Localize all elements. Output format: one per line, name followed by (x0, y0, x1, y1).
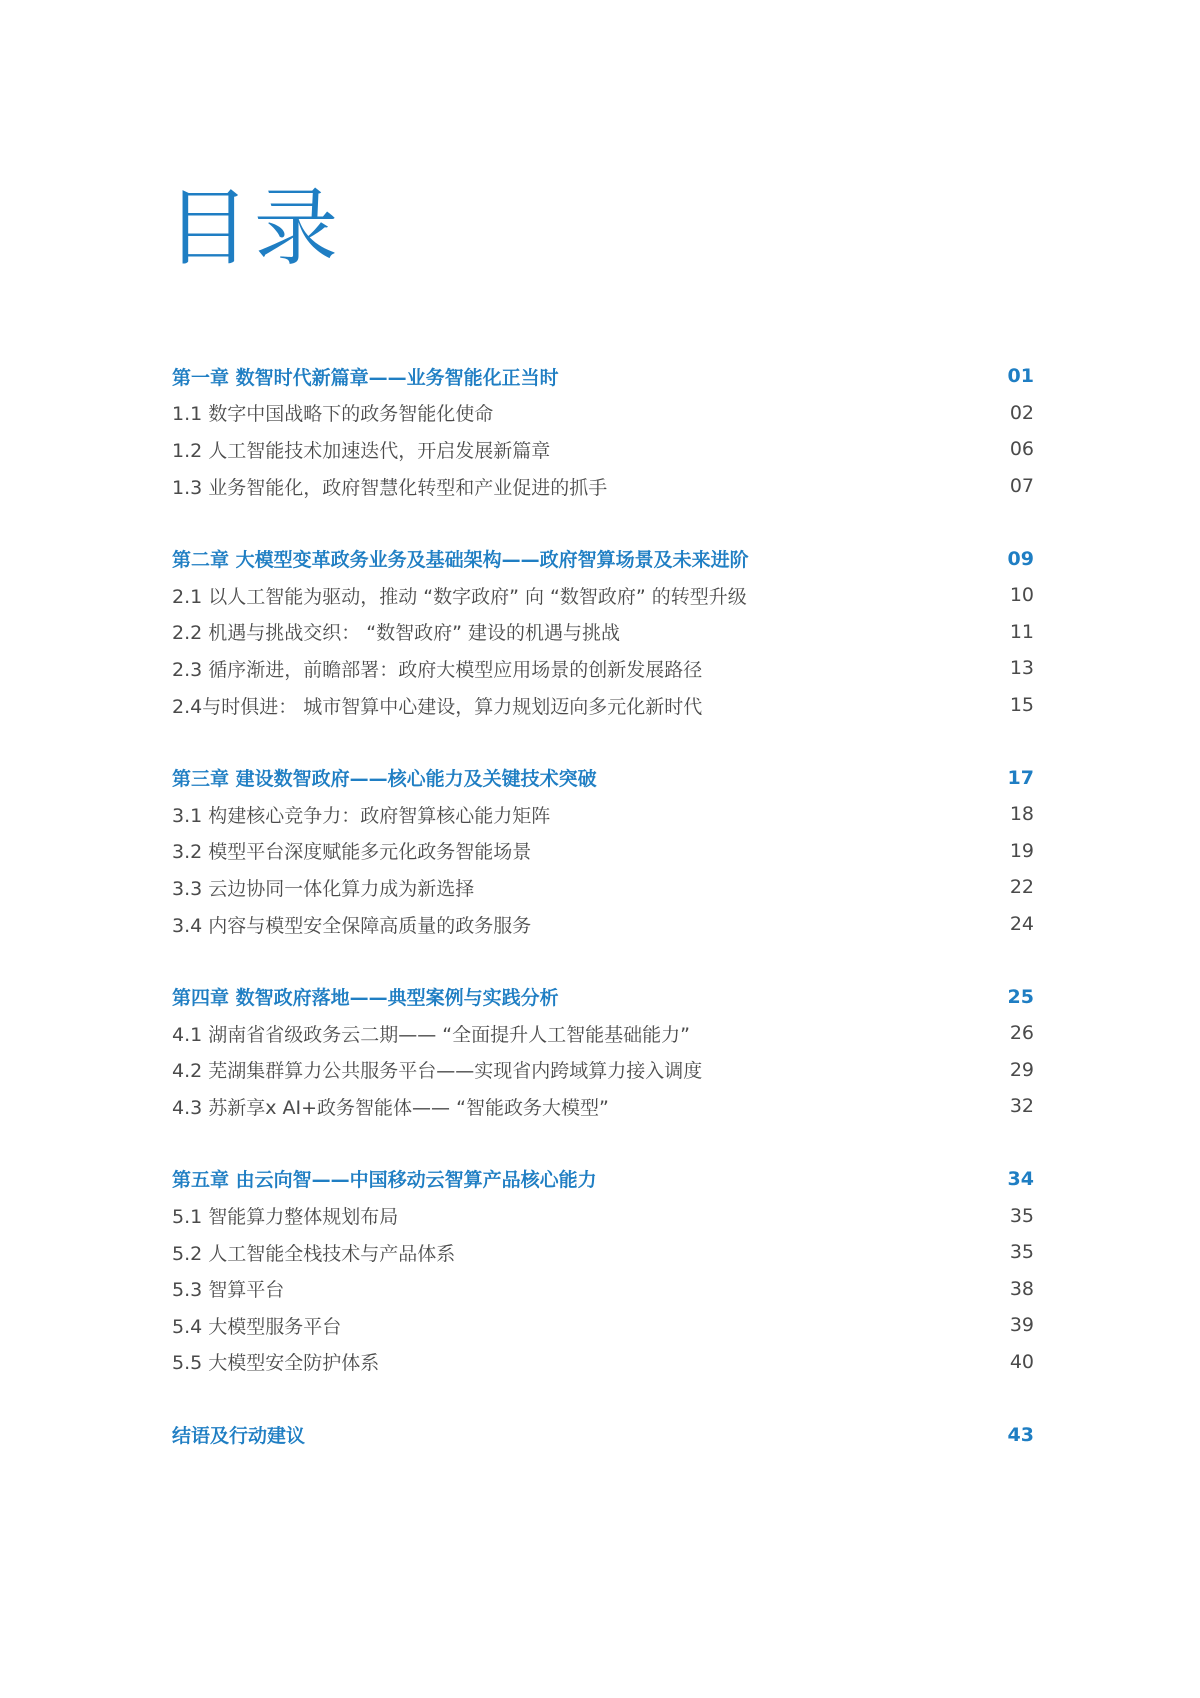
toc-section[interactable] (172, 1307, 1034, 1344)
toc-chapter-heading[interactable] (172, 759, 1034, 796)
table-of-contents (172, 358, 1034, 1489)
section-title: 3.4 内容与模型安全保障高质量的政务服务 (172, 914, 532, 937)
section-page-number: 24 (1009, 913, 1034, 936)
section-page-number: 32 (1009, 1095, 1034, 1118)
chapter-page-number: 09 (1007, 547, 1034, 570)
toc-chapter-heading[interactable] (172, 358, 1034, 395)
section-page-number: 19 (1009, 839, 1034, 862)
toc-section[interactable] (172, 577, 1034, 614)
chapter-title: 结语及行动建议 (172, 1425, 306, 1448)
section-title: 5.3 智算平台 (172, 1279, 285, 1302)
section-page-number: 07 (1009, 475, 1034, 498)
toc-chapter-heading[interactable] (172, 1416, 1034, 1453)
section-title: 4.3 苏新享x AI+政务智能体—— “智能政务大模型” (172, 1096, 609, 1119)
section-page-number: 26 (1009, 1022, 1034, 1045)
toc-section[interactable] (172, 650, 1034, 687)
toc-chapter (172, 1416, 1034, 1453)
section-page-number: 29 (1009, 1058, 1034, 1081)
toc-section[interactable] (172, 614, 1034, 651)
section-page-number: 40 (1009, 1350, 1034, 1373)
toc-section[interactable] (172, 833, 1034, 870)
section-title: 3.1 构建核心竞争力：政府智算核心能力矩阵 (172, 804, 551, 827)
chapter-page-number: 43 (1007, 1423, 1034, 1446)
toc-chapter (172, 540, 1034, 723)
toc-chapter-heading[interactable] (172, 978, 1034, 1015)
toc-section[interactable] (172, 687, 1034, 724)
section-title: 2.2 机遇与挑战交织： “数智政府” 建设的机遇与挑战 (172, 622, 621, 645)
toc-section[interactable] (172, 1344, 1034, 1381)
section-page-number: 13 (1009, 657, 1034, 680)
chapter-page-number: 25 (1007, 985, 1034, 1008)
page-title: 目录 (166, 179, 343, 277)
toc-chapter (172, 978, 1034, 1124)
section-page-number: 02 (1009, 401, 1034, 424)
chapter-page-number: 17 (1007, 766, 1034, 789)
section-title: 2.3 循序渐进，前瞻部署：政府大模型应用场景的创新发展路径 (172, 658, 703, 681)
section-title: 2.4与时俱进： 城市智算中心建设，算力规划迈向多元化新时代 (172, 695, 703, 718)
section-page-number: 35 (1009, 1204, 1034, 1227)
section-title: 2.1 以人工智能为驱动，推动 “数字政府” 向 “数智政府” 的转型升级 (172, 585, 747, 608)
toc-section[interactable] (172, 1197, 1034, 1234)
section-page-number: 35 (1009, 1241, 1034, 1264)
section-page-number: 22 (1009, 876, 1034, 899)
section-title: 3.2 模型平台深度赋能多元化政务智能场景 (172, 841, 532, 864)
chapter-page-number: 34 (1007, 1167, 1034, 1190)
toc-section[interactable] (172, 1270, 1034, 1307)
toc-chapter (172, 759, 1034, 942)
toc-section[interactable] (172, 1234, 1034, 1271)
chapter-title: 第五章 由云向智——中国移动云智算产品核心能力 (172, 1169, 597, 1192)
chapter-page-number: 01 (1007, 365, 1034, 388)
section-page-number: 10 (1009, 584, 1034, 607)
toc-chapter (172, 1161, 1034, 1381)
toc-chapter-heading[interactable] (172, 540, 1034, 577)
toc-section[interactable] (172, 796, 1034, 833)
chapter-title: 第三章 建设数智政府——核心能力及关键技术突破 (172, 768, 597, 791)
toc-section[interactable] (172, 468, 1034, 505)
section-title: 4.2 芜湖集群算力公共服务平台——实现省内跨域算力接入调度 (172, 1060, 703, 1083)
chapter-title: 第一章 数智时代新篇章——业务智能化正当时 (172, 366, 559, 389)
section-title: 3.3 云边协同一体化算力成为新选择 (172, 877, 475, 900)
toc-section[interactable] (172, 1015, 1034, 1052)
section-page-number: 38 (1009, 1277, 1034, 1300)
section-title: 1.2 人工智能技术加速迭代，开启发展新篇章 (172, 439, 551, 462)
toc-section[interactable] (172, 431, 1034, 468)
chapter-title: 第二章 大模型变革政务业务及基础架构——政府智算场景及未来进阶 (172, 549, 749, 572)
section-title: 4.1 湖南省省级政务云二期—— “全面提升人工智能基础能力” (172, 1023, 690, 1046)
section-title: 1.3 业务智能化，政府智慧化转型和产业促进的抓手 (172, 476, 608, 499)
toc-section[interactable] (172, 906, 1034, 943)
section-page-number: 11 (1009, 620, 1034, 643)
chapter-title: 第四章 数智政府落地——典型案例与实践分析 (172, 987, 559, 1010)
section-page-number: 18 (1009, 803, 1034, 826)
toc-section[interactable] (172, 1088, 1034, 1125)
section-page-number: 39 (1009, 1314, 1034, 1337)
toc-chapter-heading[interactable] (172, 1161, 1034, 1198)
toc-section[interactable] (172, 395, 1034, 432)
section-title: 1.1 数字中国战略下的政务智能化使命 (172, 403, 494, 426)
section-title: 5.1 智能算力整体规划布局 (172, 1206, 399, 1229)
section-page-number: 15 (1009, 694, 1034, 717)
section-title: 5.5 大模型安全防护体系 (172, 1352, 380, 1375)
toc-chapter (172, 358, 1034, 504)
toc-section[interactable] (172, 869, 1034, 906)
section-page-number: 06 (1009, 438, 1034, 461)
section-title: 5.2 人工智能全栈技术与产品体系 (172, 1242, 456, 1265)
section-title: 5.4 大模型服务平台 (172, 1315, 342, 1338)
toc-section[interactable] (172, 1052, 1034, 1089)
